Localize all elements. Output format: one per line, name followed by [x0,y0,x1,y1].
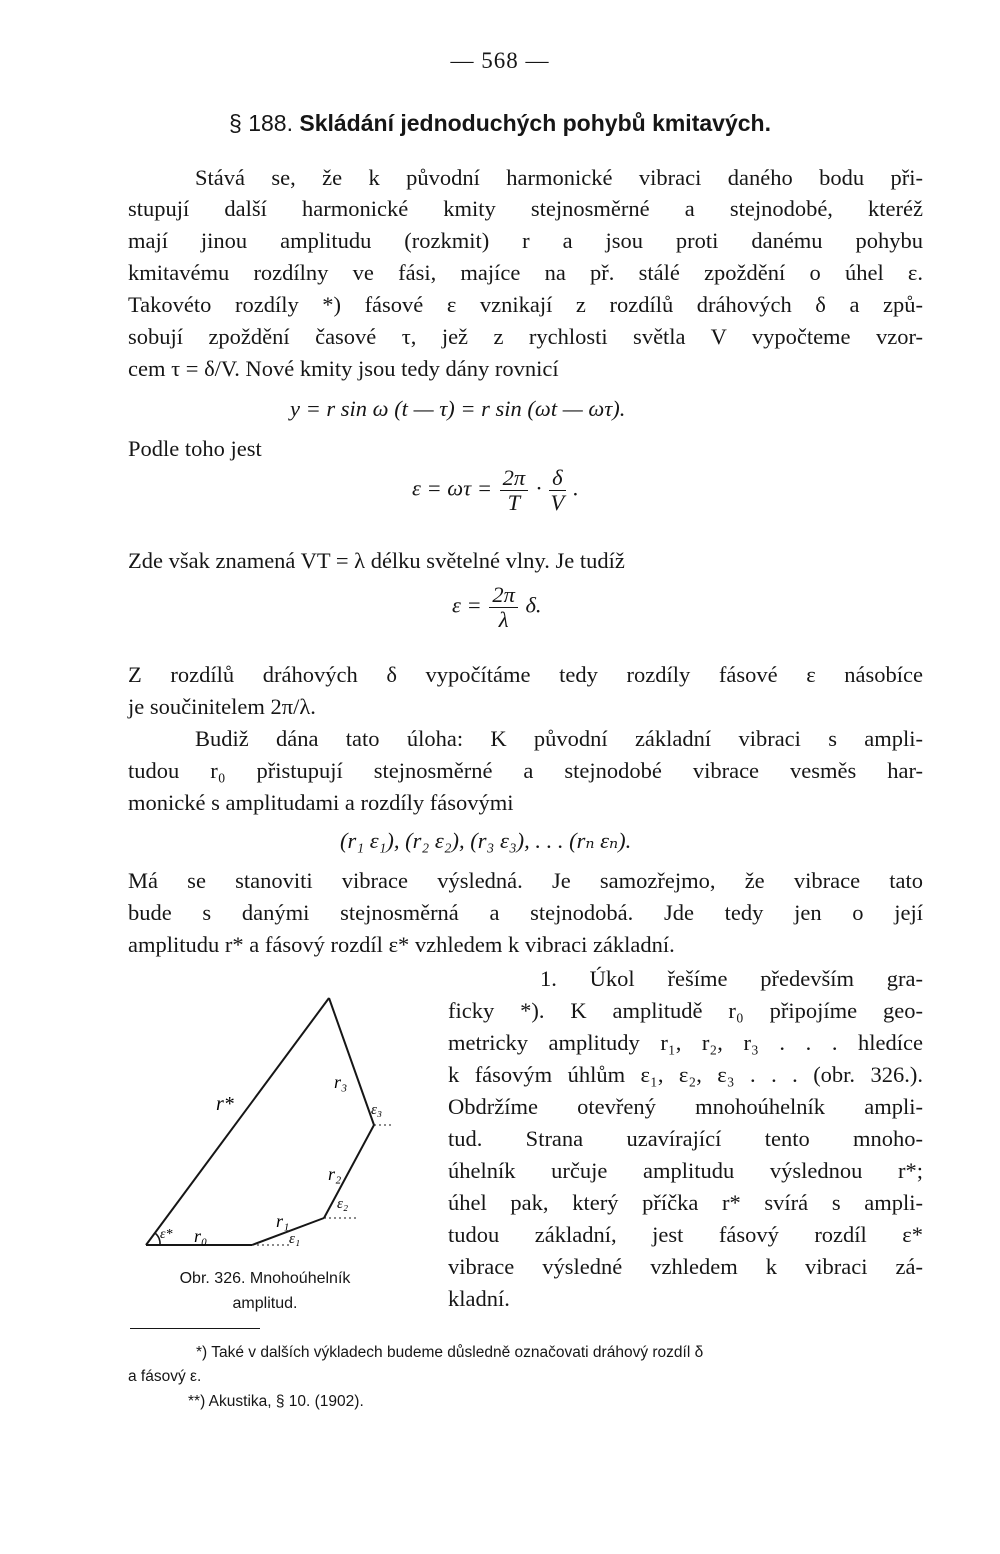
label-r0: r₀ [194,1226,208,1246]
denominator: V [550,490,565,515]
eq-end: . [573,475,579,501]
label-e2: ε₂ [337,1196,349,1212]
equation-phase [412,466,579,515]
label-r2: r₂ [328,1164,342,1184]
text-line: ficky *). K amplitudě r₀ připojíme geo- [448,998,923,1023]
label-e-star: ε* [160,1227,173,1242]
equation-displacement: y = r sin ω (t — τ) = r sin (ωt — ωτ). [290,396,626,421]
figure-caption [130,1266,400,1316]
text-line: metricky amplitudy r₁, r₂, r₃ . . . hledíce [448,1030,923,1055]
text-line: sobují zpoždění časové τ, jež z rychlosti světla V vypočteme vzor- [128,324,923,349]
text-line: je součinitelem 2π/λ. [128,694,316,719]
caption-line: amplitud. [232,1295,298,1312]
text-line: úhel pak, který příčka r* svírá s ampli- [448,1190,923,1215]
text-line: Budiž dána tato úloha: K původní základní vibraci s ampli- [195,726,923,751]
label-e1: ε₁ [289,1231,301,1247]
text-line: vibrace výsledné vzhledem k vibraci zá- [448,1254,923,1279]
page-number: — 568 — [450,48,550,73]
text-line: stupují další harmonické kmity stejnosměrné a stejnodobé, kteréž [128,196,923,221]
text-line: kmitavému rozdílny ve fási, majíce na př. stálé zpoždění o úhel ε. [128,260,923,285]
footnote-1-continued: a fásový ε. [128,1368,202,1385]
text-line: k fásovým úhlům ε₁, ε₂, ε₃ . . . (obr. 326.). [448,1062,923,1087]
text-line: 1. Úkol řešíme především gra- [540,966,923,991]
eq-lhs: ε = ωτ = [412,475,493,501]
label-r3: r₃ [334,1072,348,1092]
numerator: δ [549,466,565,491]
text-line: Z rozdílů dráhových δ vypočítáme tedy rozdíly fásové ε násobíce [128,662,923,687]
amplitude-polygon-figure [130,990,410,1260]
fraction [500,466,529,515]
equation-wavelength [452,583,542,632]
fraction [489,583,518,632]
text-line: monické s amplitudami a rozdíly fásovými [128,790,514,815]
fraction [549,466,565,515]
section-title: Skládání jednoduchých pohybů kmitavých. [299,110,771,136]
text-line: Podle toho jest [128,436,262,461]
text-line: Má se stanoviti vibrace výsledná. Je samozřejmo, že vibrace tato [128,868,923,893]
text-line: Obdržíme otevřený mnohoúhelník ampli- [448,1094,923,1119]
label-r-star: r* [216,1093,234,1115]
resultant-side [146,998,329,1245]
text-line: tudou základní, jest fásový rozdíl ε* [448,1222,923,1247]
section-heading [0,110,1000,137]
footnote-1: *) Také v dalších výkladech budeme důsledně označovati dráhový rozdíl δ [196,1344,704,1361]
eq-lhs: ε = [452,592,482,618]
numerator: 2π [489,583,518,608]
text-line: amplitudu r* a fásový rozdíl ε* vzhledem k vibraci základní. [128,932,675,957]
side-r3 [329,998,374,1125]
footnote-rule [130,1328,260,1329]
denominator: T [507,490,521,515]
footnote-2: **) Akustika, § 10. (1902). [188,1393,364,1410]
text-line: mají jinou amplitudu (rozkmit) r a jsou proti danému pohybu [128,228,923,253]
label-r1: r₁ [276,1211,290,1231]
text-line: cem τ = δ/V. Nové kmity jsou tedy dány rovnicí [128,356,559,381]
section-number: § 188. [229,110,293,136]
text-line: Stává se, že k původní harmonické vibraci daného bodu při- [195,165,923,190]
equation-vibration-list: (r₁ ε₁), (r₂ ε₂), (r₃ ε₃), . . . (rₙ εₙ). [340,828,632,853]
text-line: tudou r₀ přistupují stejnosměrné a stejnodobé vibrace vesměs har- [128,758,923,783]
text-line: Takovéto rozdíly *) fásové ε vznikají z rozdílů dráhových δ a způ- [128,292,923,317]
label-e3: ε₃ [371,1102,383,1118]
denominator: λ [498,607,509,632]
text-line: tud. Strana uzavírající tento mnoho- [448,1126,923,1151]
numerator: 2π [500,466,529,491]
text-line: bude s danými stejnosměrná a stejnodobá. Jde tedy jen o její [128,900,923,925]
caption-line: Obr. 326. Mnohoúhelník [179,1270,351,1287]
text-line: Zde však znamená VT = λ délku světelné vlny. Je tudíž [128,548,625,573]
text-line: kladní. [448,1286,510,1311]
eq-rhs: δ. [525,592,542,618]
multiply-dot: · [535,475,542,501]
text-line: úhelník určuje amplitudu výslednou r*; [448,1158,923,1183]
